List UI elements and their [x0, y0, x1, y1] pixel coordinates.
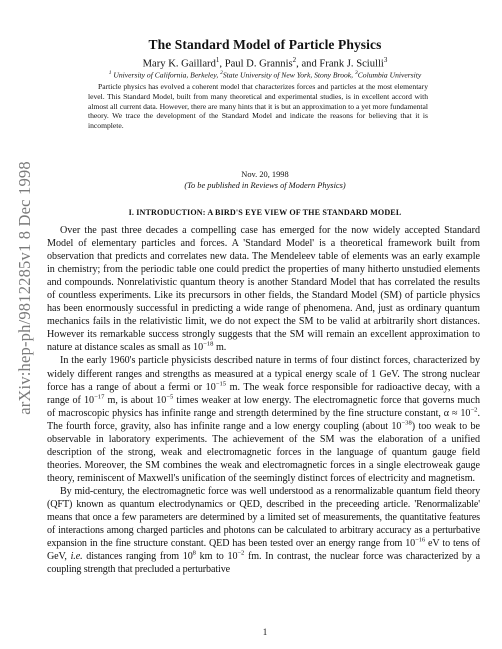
arxiv-watermark [12, 161, 38, 415]
affiliation: State University of New York, Stony Brook, [222, 70, 355, 80]
text-run: . The fourth force, gravity, also has infinite range and a low energy coupling (about 10 [47, 407, 480, 432]
text-run: km to 10 [195, 551, 238, 563]
abstract: Particle physics has evolved a coherent model that characterizes forces and particles at the most elementary level. This Standard Model, built from many theoretical and experimental studies, is in excellent accord with almost all current data. However, there are many hints that it is but an approximation to a yet more fundamental theory. We trace the development of the Standard Model and indicate the reasons for believing that it is incomplete. [88, 82, 428, 131]
page-number: 1 [262, 627, 268, 637]
text-run: By mid-century, the electromagnetic force was well understood as a renormalizable quantum field theory (QFT) known as quantum electrodynamics or QED, described in the preceeding article. 'Renormalizable' means that once a few parameters are determined by a limited set of measurements, the quantitative features of interactions among charged particles and photons can be calculated to arbitrary accuracy as a perturbative expansion in the fine structure constant. QED has been tested over an energy range from 10 [47, 485, 480, 550]
exponent: −38 [401, 419, 412, 427]
author-affiliation-mark: 3 [383, 56, 388, 64]
exponent: −17 [94, 393, 105, 401]
paragraph [47, 485, 480, 576]
text-run: m. The weak force responsible for radioactive decay, with a range of 10 [47, 381, 480, 406]
text-run: fm. In contrast, the nuclear force was characterized by a coupling strength that precluded a perturbative [47, 551, 480, 576]
author-name: Mary K. Gaillard [142, 58, 216, 70]
paper-date: Nov. 20, 1998 [241, 170, 289, 179]
affiliation: Columbia University [357, 70, 422, 80]
exponent: −2 [237, 549, 245, 557]
paragraph [47, 224, 480, 354]
text-run: times weaker at low energy. The electromagnetic force that governs much of macroscopic physics has infinite range and strength determined by the fine structure constant, α ≈ 10 [47, 394, 480, 419]
exponent: −5 [166, 393, 174, 401]
author-affiliation-mark: 1 [215, 56, 220, 64]
text-run: distances ranging from 10 [82, 551, 193, 563]
affiliation-mark: 1 [108, 70, 112, 76]
section-heading: I. INTRODUCTION: A BIRD'S EYE VIEW OF THE STANDARD MODEL [128, 208, 402, 217]
text-run: ) too weak to be observable in laboratory experiments. The achievement of the SM was the elaboration of a unified description of the strong, weak and electromagnetic forces in the language of quantum gauge field theories. Moreover, the SM combines the weak and electromagnetic forces in a single electroweak gauge theory, reminiscent of Maxwell's unification of the seemingly distinct forces of electricity and magnetism. [47, 420, 480, 484]
author-name: , and Frank J. Sciulli [296, 58, 384, 70]
text-run: m. [213, 342, 227, 354]
exponent: −15 [215, 380, 227, 388]
exponent: −16 [415, 536, 426, 544]
arxiv-identifier: arXiv:hep-ph/9812285v1 8 Dec 1998 [15, 161, 34, 415]
author-name: , Paul D. Grannis [219, 58, 293, 70]
affiliation-mark: 3 [354, 70, 358, 76]
author-affiliation-mark: 2 [292, 56, 297, 64]
text-run: In the early 1960's particle physicists described nature in terms of four distinct forces, characterized by widely different ranges and strengths as measured at a typical energy scale of 1 GeV. The strong nuclear force has a range of about a fermi or 10 [47, 355, 480, 393]
affiliation: University of California, Berkeley, [111, 70, 221, 80]
text-run: Over the past three decades a compelling case has emerged for the now widely accepted Standard Model of elementary particles and forces. A 'Standard Model' is a theoretical framework built from observation that predicts and correlates new data. The Mendeleev table of elements was an early example in chemistry; from the periodic table one could predict the properties of many hitherto unstudied elements and compounds. Nonrelativistic quantum theory is another Standard Model that has correlated the results of countless experiments. Like its precursors in other fields, the Standard Model (SM) of particle physics has been enormously successful in predicting a wide range of phenomena. And, just as ordinary quantum mechanics fails in the relativistic limit, we do not expect the SM to be valid at arbitrarily short distances. However its remarkable success strongly suggests that the SM will remain an excellent approximation to nature at distance scales as small as 10 [47, 225, 480, 354]
paragraph [47, 354, 480, 484]
exponent: −18 [203, 341, 214, 349]
emphasis: i.e. [70, 551, 83, 563]
affiliation-mark: 2 [220, 70, 223, 76]
affiliation-list [50, 70, 480, 80]
paper-title: The Standard Model of Particle Physics [148, 37, 382, 52]
publication-note: (To be published in Reviews of Modern Physics) [184, 181, 346, 190]
author-list [50, 56, 480, 70]
text-run: m, is about 10 [104, 394, 167, 406]
body-text [47, 224, 480, 576]
text-run: eV to tens of GeV, [47, 538, 480, 563]
exponent: −2 [470, 406, 478, 414]
exponent: 8 [192, 549, 196, 557]
